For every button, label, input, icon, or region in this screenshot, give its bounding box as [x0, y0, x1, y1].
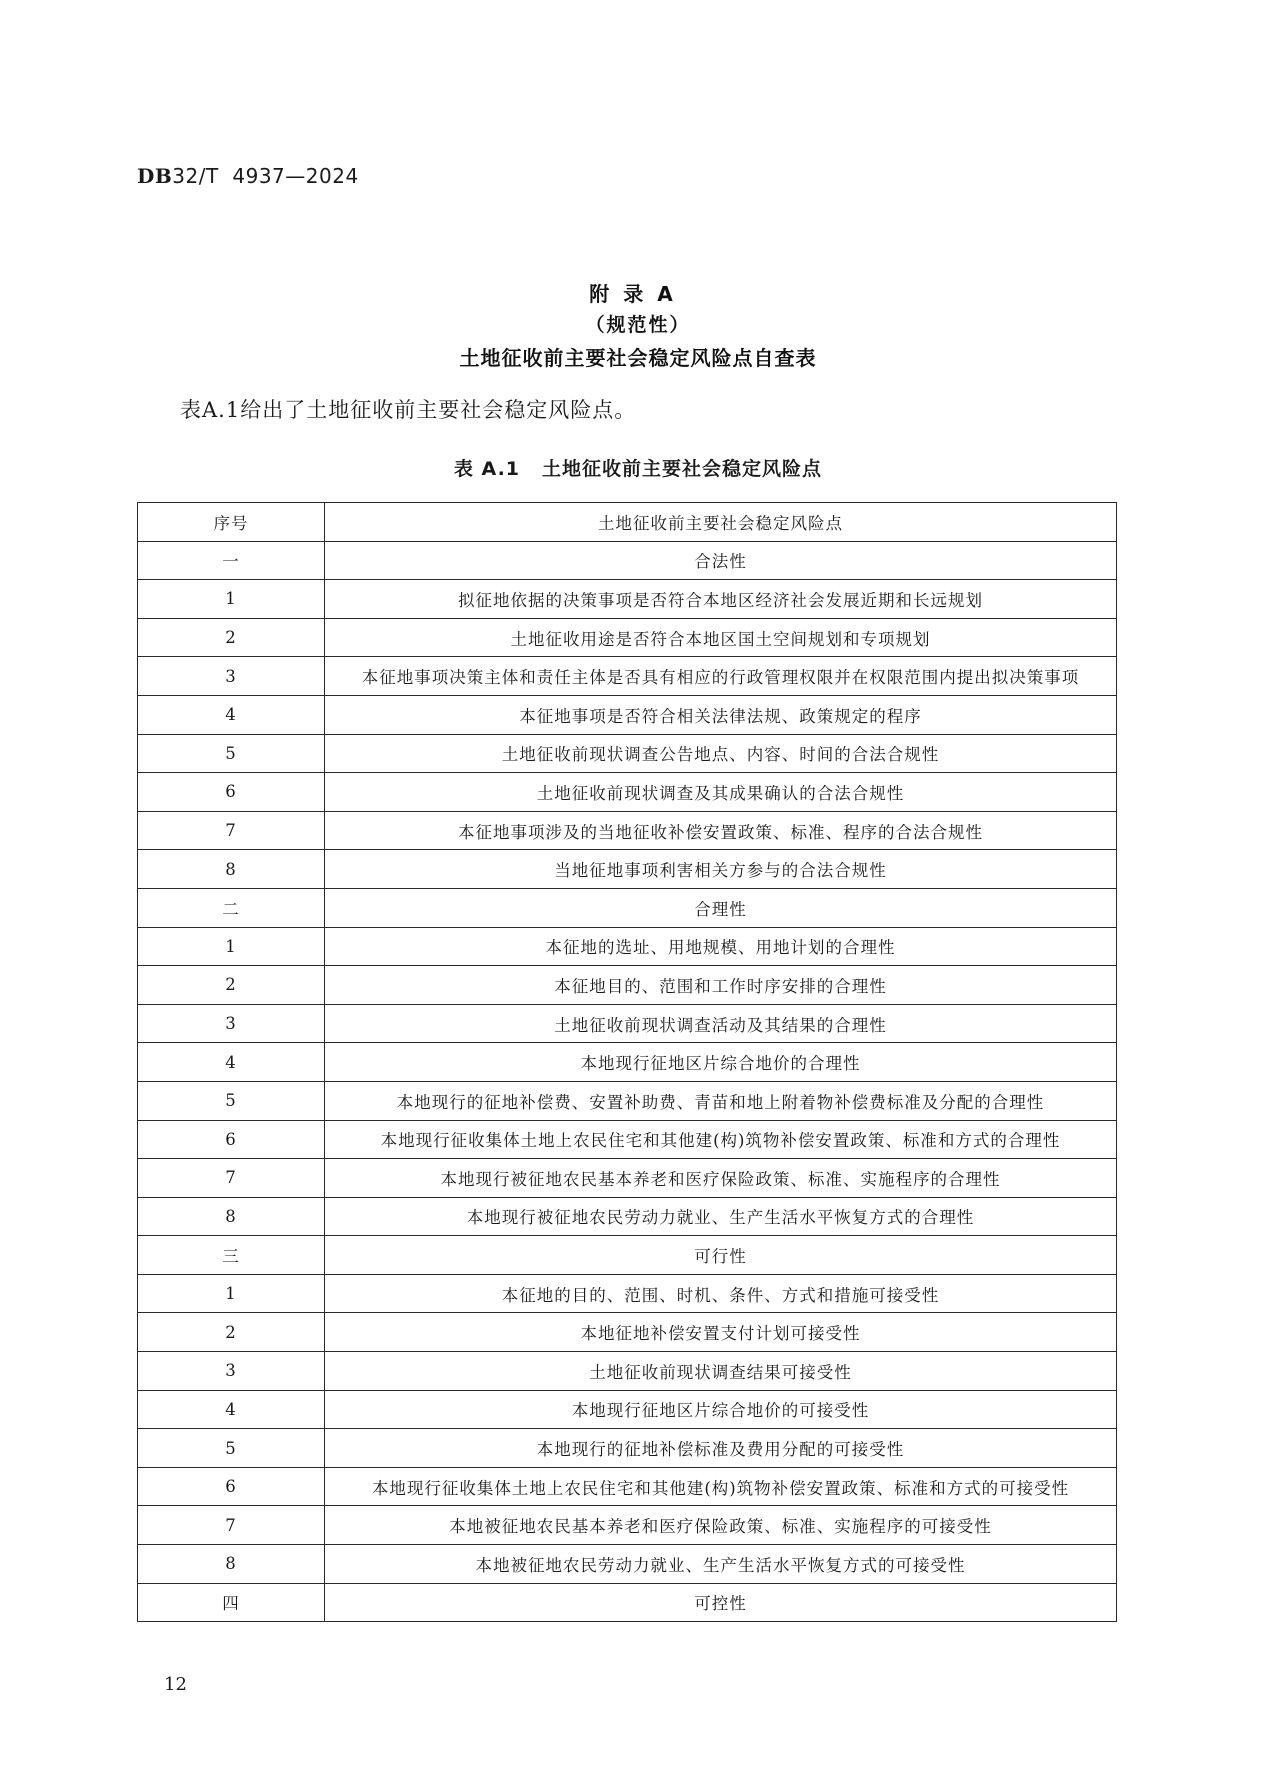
section-row — [138, 541, 1117, 580]
page-number: 12 — [164, 1674, 187, 1695]
risk-point-text: 本地征地补偿安置支付计划可接受性 — [325, 1313, 1117, 1352]
table-caption — [0, 454, 1276, 481]
row-number: 8 — [138, 850, 325, 889]
risk-point-text: 拟征地依据的决策事项是否符合本地区经济社会发展近期和长远规划 — [325, 580, 1117, 619]
row-number: 3 — [138, 1352, 325, 1391]
risk-point-text: 本征地事项决策主体和责任主体是否具有相应的行政管理权限并在权限范围内提出拟决策事项 — [325, 657, 1117, 696]
table-row — [138, 1197, 1117, 1236]
table-row — [138, 927, 1117, 966]
row-number: 6 — [138, 773, 325, 812]
section-number: 二 — [138, 888, 325, 927]
section-title: 可行性 — [325, 1236, 1117, 1275]
table-row — [138, 811, 1117, 850]
table-row — [138, 1352, 1117, 1391]
section-title: 合法性 — [325, 541, 1117, 580]
risk-point-text: 土地征收前现状调查活动及其结果的合理性 — [325, 1004, 1117, 1043]
risk-point-text: 本征地的选址、用地规模、用地计划的合理性 — [325, 927, 1117, 966]
row-number: 3 — [138, 657, 325, 696]
standard-code — [137, 164, 359, 188]
risk-table-body — [138, 541, 1117, 1622]
section-title: 合理性 — [325, 888, 1117, 927]
risk-point-text: 土地征收前现状调查及其成果确认的合法合规性 — [325, 773, 1117, 812]
table-row — [138, 1467, 1117, 1506]
row-number: 1 — [138, 580, 325, 619]
table-row — [138, 773, 1117, 812]
risk-point-text: 本地现行征地区片综合地价的合理性 — [325, 1043, 1117, 1082]
table-row — [138, 1506, 1117, 1545]
row-number: 6 — [138, 1467, 325, 1506]
section-row — [138, 888, 1117, 927]
table-caption-id: 表 A.1 — [453, 458, 521, 480]
row-number: 1 — [138, 927, 325, 966]
table-row — [138, 734, 1117, 773]
table-row — [138, 850, 1117, 889]
section-row — [138, 1583, 1117, 1622]
row-number: 7 — [138, 811, 325, 850]
risk-point-text: 本征地事项是否符合相关法律法规、政策规定的程序 — [325, 695, 1117, 734]
risk-point-text: 本地现行征地区片综合地价的可接受性 — [325, 1390, 1117, 1429]
header-cell-risk-point: 土地征收前主要社会稳定风险点 — [325, 503, 1117, 542]
table-row — [138, 1043, 1117, 1082]
table-row — [138, 580, 1117, 619]
table-row — [138, 1120, 1117, 1159]
section-number: 三 — [138, 1236, 325, 1275]
row-number: 7 — [138, 1159, 325, 1198]
table-row — [138, 1545, 1117, 1584]
row-number: 5 — [138, 734, 325, 773]
row-number: 6 — [138, 1120, 325, 1159]
table-row — [138, 1159, 1117, 1198]
row-number: 8 — [138, 1545, 325, 1584]
row-number: 2 — [138, 1313, 325, 1352]
annex-label: 附录A — [589, 282, 687, 306]
risk-point-text: 本征地的目的、范围、时机、条件、方式和措施可接受性 — [325, 1274, 1117, 1313]
annex-title: 土地征收前主要社会稳定风险点自查表 — [459, 346, 817, 370]
risk-point-text: 土地征收前现状调查公告地点、内容、时间的合法合规性 — [325, 734, 1117, 773]
row-number: 7 — [138, 1506, 325, 1545]
table-row — [138, 1390, 1117, 1429]
risk-point-text: 土地征收前现状调查结果可接受性 — [325, 1352, 1117, 1391]
annex-nature: （规范性） — [585, 314, 691, 336]
risk-point-text: 本征地事项涉及的当地征收补偿安置政策、标准、程序的合法合规性 — [325, 811, 1117, 850]
table-row — [138, 1429, 1117, 1468]
row-number: 8 — [138, 1197, 325, 1236]
row-number: 5 — [138, 1429, 325, 1468]
header-cell-number: 序号 — [138, 503, 325, 542]
row-number: 2 — [138, 618, 325, 657]
table-header-row — [138, 503, 1117, 542]
risk-point-text: 本地现行的征地补偿标准及费用分配的可接受性 — [325, 1429, 1117, 1468]
risk-point-text: 本地现行征收集体土地上农民住宅和其他建(构)筑物补偿安置政策、标准和方式的合理性 — [325, 1120, 1117, 1159]
standard-code-number: 4937—2024 — [232, 164, 359, 188]
risk-point-text: 本征地目的、范围和工作时序安排的合理性 — [325, 966, 1117, 1005]
risk-table — [137, 502, 1117, 1622]
row-number: 1 — [138, 1274, 325, 1313]
section-row — [138, 1236, 1117, 1275]
section-number: 一 — [138, 541, 325, 580]
section-title: 可控性 — [325, 1583, 1117, 1622]
row-number: 2 — [138, 966, 325, 1005]
table-row — [138, 1274, 1117, 1313]
intro-paragraph: 表A.1给出了土地征收前主要社会稳定风险点。 — [180, 398, 637, 422]
table-row — [138, 1004, 1117, 1043]
risk-point-text: 当地征地事项利害相关方参与的合法合规性 — [325, 850, 1117, 889]
row-number: 4 — [138, 1043, 325, 1082]
standard-code-prefix: DB — [137, 164, 173, 188]
row-number: 4 — [138, 695, 325, 734]
risk-point-text: 本地现行征收集体土地上农民住宅和其他建(构)筑物补偿安置政策、标准和方式的可接受性 — [325, 1467, 1117, 1506]
row-number: 4 — [138, 1390, 325, 1429]
table-row — [138, 618, 1117, 657]
table-row — [138, 657, 1117, 696]
risk-point-text: 土地征收用途是否符合本地区国土空间规划和专项规划 — [325, 618, 1117, 657]
risk-point-text: 本地被征地农民劳动力就业、生产生活水平恢复方式的可接受性 — [325, 1545, 1117, 1584]
risk-point-text: 本地被征地农民基本养老和医疗保险政策、标准、实施程序的可接受性 — [325, 1506, 1117, 1545]
risk-point-text: 本地现行的征地补偿费、安置补助费、青苗和地上附着物补偿费标准及分配的合理性 — [325, 1081, 1117, 1120]
table-row — [138, 1081, 1117, 1120]
risk-point-text: 本地现行被征地农民劳动力就业、生产生活水平恢复方式的合理性 — [325, 1197, 1117, 1236]
table-row — [138, 695, 1117, 734]
table-row — [138, 1313, 1117, 1352]
risk-point-text: 本地现行被征地农民基本养老和医疗保险政策、标准、实施程序的合理性 — [325, 1159, 1117, 1198]
standard-code-series: 32/T — [172, 164, 219, 188]
table-caption-title: 土地征收前主要社会稳定风险点 — [542, 458, 823, 480]
row-number: 5 — [138, 1081, 325, 1120]
row-number: 3 — [138, 1004, 325, 1043]
section-number: 四 — [138, 1583, 325, 1622]
table-row — [138, 966, 1117, 1005]
